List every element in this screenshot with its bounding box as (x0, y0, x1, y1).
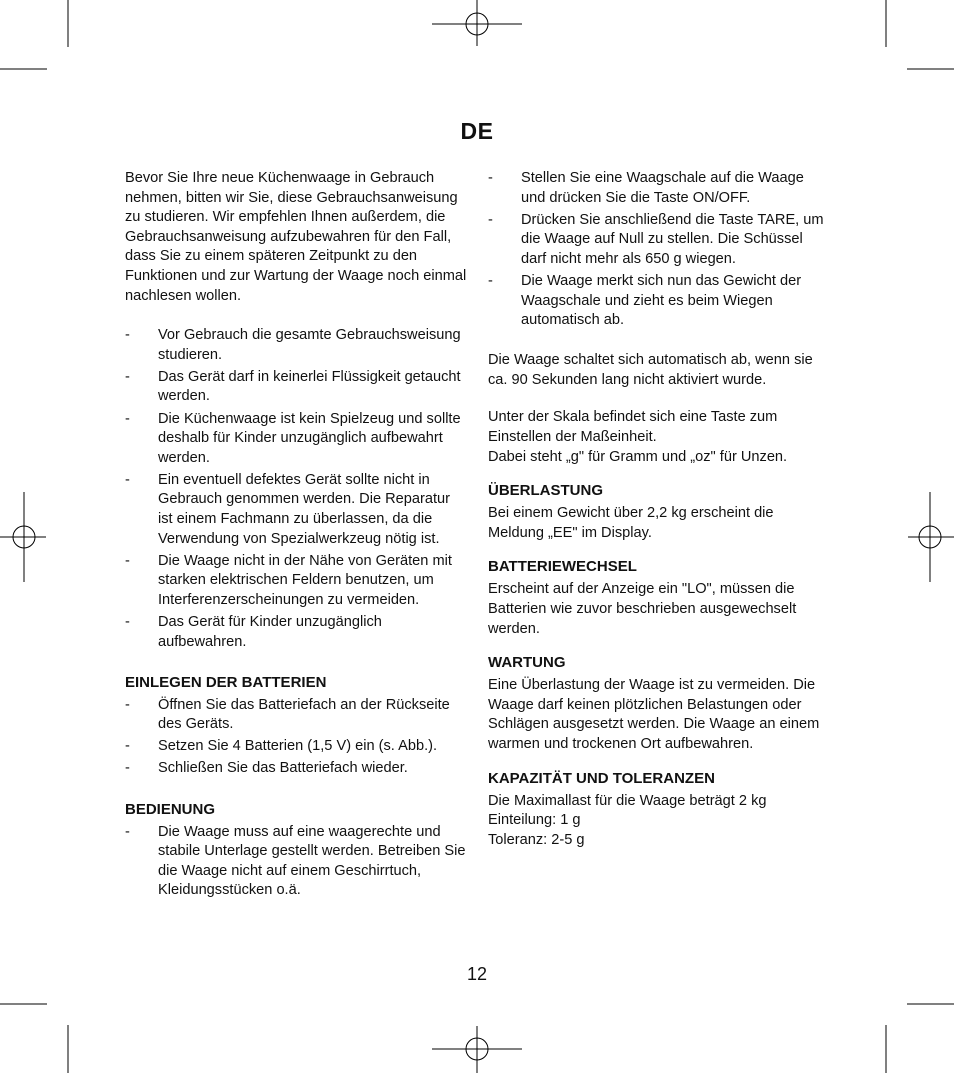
section-heading-battery-change: BATTERIEWECHSEL (488, 558, 637, 576)
bullet-dash: - (125, 613, 130, 630)
list-item: - Die Waage merkt sich nun das Gewicht der Waagschale und zieht es beim Wiegen automatisch ab. (488, 272, 802, 329)
bullet-dash: - (125, 471, 130, 488)
list-item: - Die Waage nicht in der Nähe von Geräten mit starken elektrischen Feldern benutzen, um Interferenzerscheinungen zu vermeiden. (125, 552, 452, 608)
list-item: - Das Gerät darf in keinerlei Flüssigkeit getaucht werden. (125, 368, 461, 405)
section-heading-maintenance: WARTUNG (488, 654, 566, 672)
capacity-line: Einteilung: 1 g (488, 812, 581, 829)
list-item: - Drücken Sie anschließend die Taste TARE, um die Waage auf Null zu stellen. Die Schüssel darf nicht mehr als 650 g wiegen. (488, 211, 824, 267)
maintenance-text: Eine Überlastung der Waage ist zu vermeiden. Die Waage darf keinen plötzlichen Belastungen oder Schlägen ausgesetzt werden. Die Waage an einem warmen und trockenen Ort aufbewahren. (488, 677, 820, 752)
list-item: - Die Küchenwaage ist kein Spielzeug und sollte deshalb für Kinder unzugänglich aufbewahrt werden. (125, 410, 461, 466)
capacity-line: Die Maximallast für die Waage beträgt 2 kg (488, 792, 767, 809)
overload-text: Bei einem Gewicht über 2,2 kg erscheint die Meldung „EE" im Display. (488, 505, 774, 541)
right-column (488, 169, 830, 850)
bullet-dash: - (125, 760, 130, 777)
battery-change-text: Erscheint auf der Anzeige ein "LO", müssen die Batterien wie zuvor beschrieben ausgewechselt werden. (488, 581, 797, 637)
list-item: - Schließen Sie das Batteriefach wieder. (125, 759, 467, 779)
intro-paragraph: Bevor Sie Ihre neue Küchenwaage in Gebrauch nehmen, bitten wir Sie, diese Gebrauchsanweisung zu studieren. Wir empfehlen Ihnen außerdem, die Gebrauchsanweisung aufzubewahren für den Fall, dass Sie zu einem späteren Zeitpunkt zu den Funktionen und zur Wartung der Waage noch einmal nachlesen wollen. (125, 170, 467, 304)
language-heading: DE (460, 118, 494, 144)
bullet-dash: - (125, 368, 130, 385)
operation-list (125, 823, 467, 901)
list-item: - Die Waage muss auf eine waagerechte und stabile Unterlage gestellt werden. Betreiben Sie die Waage nicht auf einem Geschirrtuch, Kleidungsstücken o.ä. (125, 823, 466, 899)
section-heading-capacity: KAPAZITÄT UND TOLERANZEN (488, 769, 715, 787)
list-item: - Stellen Sie eine Waagschale auf die Waage und drücken Sie die Taste ON/OFF. (488, 170, 804, 206)
list-item: - Vor Gebrauch die gesamte Gebrauchsweisung studieren. (125, 327, 461, 363)
list-item: - Das Gerät für Kinder unzugänglich aufbewahren. (125, 613, 382, 650)
operation-list-continued (488, 169, 830, 331)
page-number: 12 (466, 964, 488, 984)
bullet-dash: - (125, 823, 130, 840)
bullet-dash: - (488, 170, 493, 186)
bullet-dash: - (125, 410, 130, 427)
unit-paragraph-line1: Unter der Skala befindet sich eine Taste zum Einstellen der Maßeinheit. (488, 409, 778, 446)
section-heading-overload: ÜBERLASTUNG (488, 482, 603, 500)
list-item: - Setzen Sie 4 Batterien (1,5 V) ein (s. Abb.). (125, 737, 467, 757)
section-heading-operation: BEDIENUNG (125, 800, 216, 818)
list-item: - Öffnen Sie das Batteriefach an der Rückseite des Geräts. (125, 696, 450, 733)
bullet-dash: - (488, 211, 493, 228)
safety-list (125, 326, 467, 652)
capacity-line: Toleranz: 2-5 g (488, 831, 585, 848)
bullet-dash: - (125, 552, 130, 569)
section-heading-batteries: EINLEGEN DER BATTERIEN (125, 673, 327, 691)
bullet-dash: - (125, 696, 130, 713)
bullet-dash: - (125, 738, 130, 755)
auto-off-paragraph: Die Waage schaltet sich automatisch ab, wenn sie ca. 90 Sekunden lang nicht aktiviert wurde. (488, 352, 813, 388)
left-column (125, 169, 467, 903)
bullet-dash: - (488, 272, 493, 289)
batteries-list (125, 696, 467, 779)
bullet-dash: - (125, 327, 130, 344)
unit-paragraph-line2: Dabei steht „g" für Gramm und „oz" für Unzen. (488, 448, 788, 465)
list-item: - Ein eventuell defektes Gerät sollte nicht in Gebrauch genommen werden. Die Reparatur ist einem Fachmann zu überlassen, da die Verwendung von Spezialwerkzeug nötig ist. (125, 471, 451, 547)
